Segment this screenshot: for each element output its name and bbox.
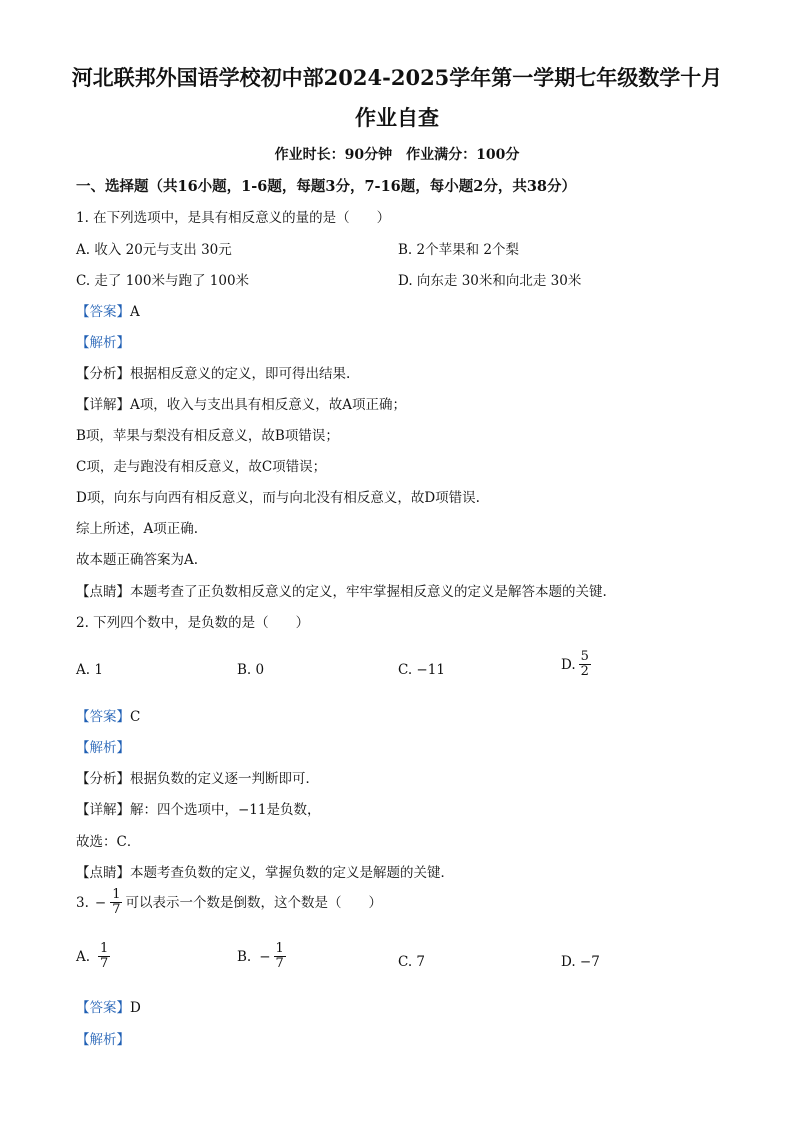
q3-option-b-minus: − [259,948,271,965]
q1-line-c: C项，走与跑没有相反意义，故C项错误； [76,459,327,475]
analysis-label: 【解析】 [76,740,130,756]
q3-stem-text: 可以表示一个数是倒数，这个数是（ ） [125,894,382,911]
q2-fenxi [76,769,319,789]
q1-stem: 1. 在下列选项中，是具有相反意义的量的是（ ） [76,210,391,226]
answer-label: 【答案】 [76,1000,130,1016]
q3-option-b [237,942,289,971]
q3-analysis-label [76,1030,130,1050]
q3-option-a [76,942,113,971]
q3-option-b-fraction [274,942,286,971]
q2-option-d-label: D. [561,656,576,673]
q1-xiangjie-text: A项，收入与支出具有相反意义，故A项正确； [130,397,406,413]
q3-number: 3. [76,894,89,911]
fraction-denominator: 7 [112,902,121,917]
fraction-denominator: 7 [100,956,109,971]
q3-option-a-fraction [98,942,110,971]
analysis-label: 【解析】 [76,335,130,351]
q3-option-c: C. 7 [398,954,426,970]
analysis-label: 【解析】 [76,1032,130,1048]
xiangjie-label: 【详解】 [76,802,130,818]
answer-label: 【答案】 [76,709,130,725]
q3-minus-sign: − [94,894,107,911]
q2-option-a: A. 1 [76,662,103,678]
q2-stem: 2. 下列四个数中，是负数的是（ ） [76,615,310,631]
q1-xiangjie [76,395,406,415]
q2-xiangjie [76,800,321,820]
document-title-line2: 作业自查 [355,105,439,130]
q3-stem [76,888,382,917]
q1-dianjing-text: 本题考查了正负数相反意义的定义，牢牢掌握相反意义的定义是解答本题的关键. [130,584,607,600]
section-heading: 一、选择题（共16小题，1-6题，每题3分，7-16题，每小题2分，共38分） [76,178,577,195]
fenxi-label: 【分析】 [76,771,130,787]
q2-option-b: B. 0 [237,662,265,678]
dianjing-label: 【点睛】 [76,865,130,881]
q1-option-c: C. 走了 100米与跑了 100米 [76,273,250,289]
q3-stem-fraction [110,888,122,917]
document-title: 河北联邦外国语学校初中部2024-2025学年第一学期七年级数学十月 [71,65,723,90]
q3-option-b-label: B. [237,948,252,965]
q2-option-c: C. −11 [398,662,445,678]
q1-answer-value: A [130,304,140,320]
fraction-numerator: 1 [112,887,121,902]
xiangjie-label: 【详解】 [76,397,130,413]
q2-fenxi-text: 根据负数的定义逐一判断即可． [130,771,319,787]
fraction-denominator: 7 [275,956,284,971]
q2-analysis-label [76,738,130,758]
q2-option-d-fraction [579,650,591,679]
q2-answer-value: C [130,709,141,725]
q1-option-b: B. 2个苹果和 2个梨 [398,242,519,258]
q2-dianjing [76,863,454,883]
q1-dianjing [76,582,607,602]
fenxi-label: 【分析】 [76,366,130,382]
q1-analysis-label [76,333,130,353]
q1-line-d: D项，向东与向西有相反意义，而与向北没有相反意义，故D项错误. [76,490,480,506]
q1-fenxi-text: 根据相反意义的定义，即可得出结果. [130,366,351,382]
document-subtitle: 作业时长：90分钟 作业满分：100分 [274,147,520,163]
dianjing-label: 【点睛】 [76,584,130,600]
q1-option-a: A. 收入 20元与支出 30元 [76,242,232,258]
fraction-numerator: 5 [580,649,589,664]
fraction-numerator: 1 [100,941,109,956]
q1-option-d: D. 向东走 30米和向北走 30米 [398,273,582,289]
q1-fenxi [76,364,350,384]
q3-answer [76,998,141,1018]
q1-summary: 综上所述，A项正确. [76,521,199,537]
q3-option-a-label: A. [76,948,91,965]
q1-conclusion: 故本题正确答案为A. [76,552,199,568]
q2-answer [76,707,140,727]
q2-option-d [561,650,594,679]
fraction-numerator: 1 [275,941,284,956]
fraction-denominator: 2 [580,664,589,679]
q3-answer-value: D [130,1000,141,1016]
answer-label: 【答案】 [76,304,130,320]
q1-answer [76,302,140,322]
q2-choice: 故选：C． [76,834,141,850]
q3-option-d: D. −7 [561,954,600,970]
q2-xiangjie-text: 解：四个选项中，−11是负数， [130,802,321,818]
q2-dianjing-text: 本题考查负数的定义，掌握负数的定义是解题的关键． [130,865,454,881]
q1-line-b: B项，苹果与梨没有相反意义，故B项错误； [76,428,339,444]
